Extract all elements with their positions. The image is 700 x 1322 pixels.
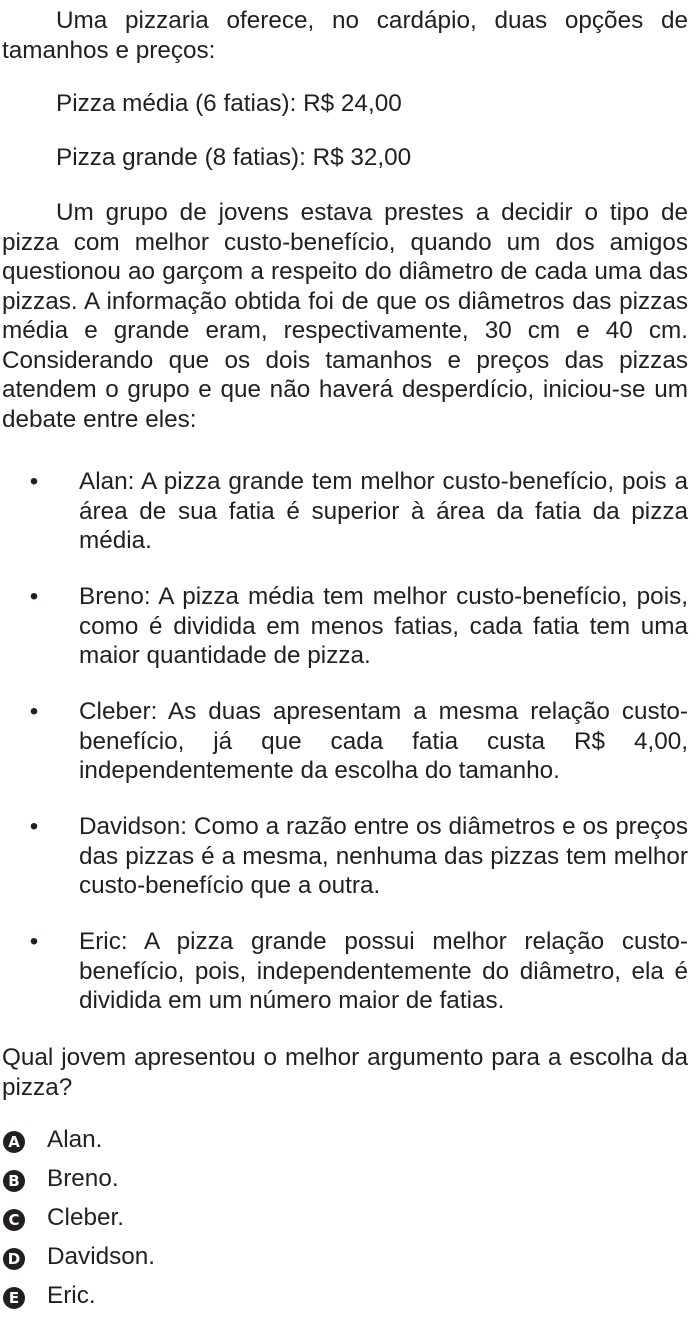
option-label: Eric. xyxy=(47,1282,96,1309)
question-prompt: Qual jovem apresentou o melhor argumento para a escolha da pizza? xyxy=(2,1044,688,1101)
option-label: Alan. xyxy=(47,1126,103,1153)
argument-text: Eric: A pizza grande possui melhor relação custo-benefício, pois, independentemente do diâmetro, ela é dividida em um número maior de fatias. xyxy=(79,928,688,1014)
option-letter-d-icon: D xyxy=(3,1248,25,1270)
option-label: Breno. xyxy=(47,1165,119,1192)
option-c[interactable] xyxy=(3,1203,403,1233)
bullet-icon: • xyxy=(29,928,39,955)
option-letter-b-icon: B xyxy=(3,1170,25,1192)
option-d[interactable] xyxy=(3,1242,403,1272)
option-a[interactable] xyxy=(3,1125,403,1155)
bullet-icon: • xyxy=(29,468,39,495)
context-paragraph: Um grupo de jovens estava prestes a decidir o tipo de pizza com melhor custo-benefício, quando um dos amigos questionou ao garçom a respeito do diâmetro de cada uma das pizzas. A informação obtida foi de que os diâmetros das pizzas média e grande eram, respectivamente, 30 cm e 40 cm. Considerando que os dois tamanhos e preços das pizzas atendem o grupo e que não haverá desperdício, iniciou-se um debate entre eles: xyxy=(2,199,688,433)
option-e[interactable] xyxy=(3,1281,403,1311)
price-medium-pizza: Pizza média (6 fatias): R$ 24,00 xyxy=(56,90,402,117)
argument-text: Breno: A pizza média tem melhor custo-benefício, pois, como é dividida em menos fatias, cada fatia tem uma maior quantidade de pizza. xyxy=(79,583,688,669)
intro-paragraph: Uma pizzaria oferece, no cardápio, duas opções de tamanhos e preços: xyxy=(2,7,688,64)
option-b[interactable] xyxy=(3,1164,403,1194)
option-label: Cleber. xyxy=(47,1204,124,1231)
bullet-icon: • xyxy=(29,813,39,840)
argument-text: Davidson: Como a razão entre os diâmetros e os preços das pizzas é a mesma, nenhuma das pizzas tem melhor custo-benefício que a outra. xyxy=(79,813,688,899)
option-letter-a-icon: A xyxy=(3,1131,25,1153)
argument-text: Cleber: As duas apresentam a mesma relação custo-benefício, já que cada fatia custa R$ 4,00, independentemente da escolha do tamanho. xyxy=(79,698,688,784)
argument-text: Alan: A pizza grande tem melhor custo-benefício, pois a área de sua fatia é superior à área da fatia da pizza média. xyxy=(79,468,688,554)
bullet-icon: • xyxy=(29,583,39,610)
price-large-pizza: Pizza grande (8 fatias): R$ 32,00 xyxy=(56,144,412,171)
bullet-icon: • xyxy=(29,698,39,725)
option-letter-e-icon: E xyxy=(3,1287,25,1309)
option-label: Davidson. xyxy=(47,1243,156,1270)
option-letter-c-icon: C xyxy=(3,1209,25,1231)
